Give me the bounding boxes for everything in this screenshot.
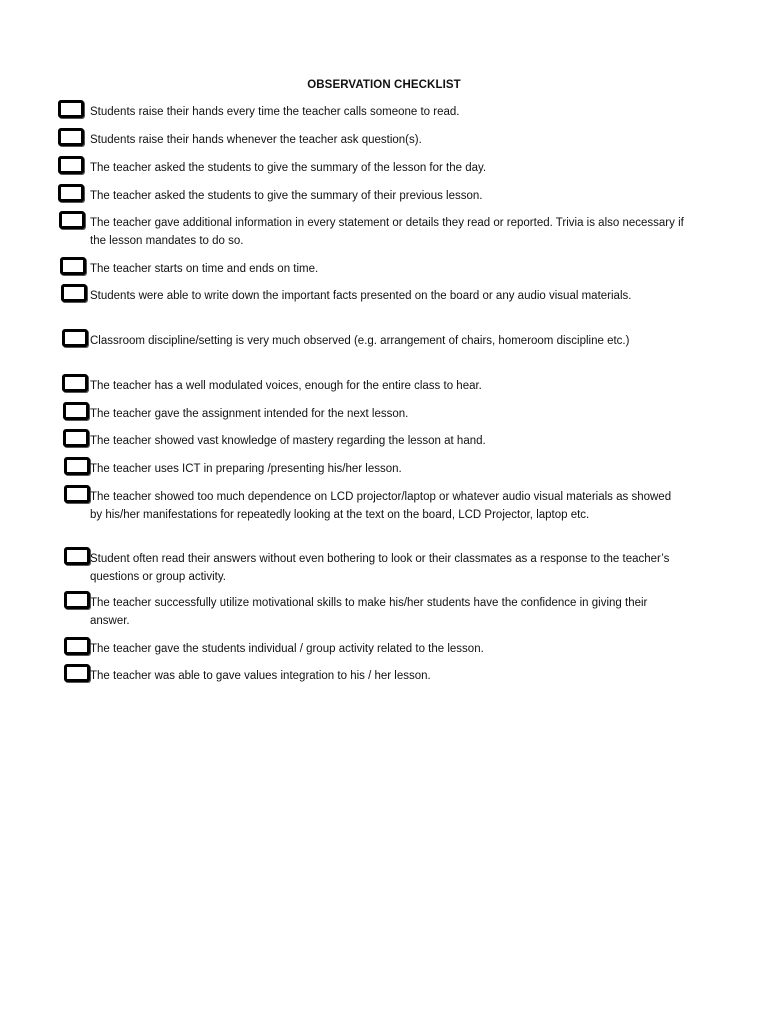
checklist-item-text: Students raise their hands whenever the teacher ask question(s). — [90, 134, 422, 146]
checkbox[interactable] — [64, 547, 90, 565]
checklist-item-text: Student often read their answers without even bothering to look or their classmates as a response to the teacher’s questions or group activity. — [90, 553, 670, 583]
checkbox[interactable] — [64, 457, 90, 475]
checklist-item-text: The teacher asked the students to give the summary of the lesson for the day. — [90, 162, 487, 174]
checklist-item-text: The teacher gave the assignment intended for the next lesson. — [90, 408, 409, 420]
checklist-item-text: The teacher showed vast knowledge of mastery regarding the lesson at hand. — [90, 435, 486, 447]
checkbox[interactable] — [63, 402, 89, 420]
checklist-item-text: The teacher gave the students individual / group activity related to the lesson. — [90, 643, 484, 655]
checklist-item-text: Students raise their hands every time the teacher calls someone to read. — [90, 106, 460, 118]
checklist-item-text: The teacher showed too much dependence on LCD projector/laptop or whatever audio visual materials as showed by his/her manifestations for repeatedly looking at the text on the board, LCD Projector, laptop etc. — [90, 491, 672, 521]
checklist-item-text: Students were able to write down the important facts presented on the board or any audio visual materials. — [90, 290, 632, 302]
checkbox[interactable] — [64, 591, 90, 609]
checkbox[interactable] — [58, 156, 84, 174]
checklist-item-text: The teacher uses ICT in preparing /presenting his/her lesson. — [90, 463, 402, 475]
checkbox[interactable] — [61, 284, 87, 302]
checkbox[interactable] — [58, 184, 84, 202]
checkbox[interactable] — [62, 329, 88, 347]
checklist-item-text: The teacher successfully utilize motivational skills to make his/her students have the confidence in giving their answer. — [90, 597, 648, 627]
checklist-item-text: The teacher was able to gave values integration to his / her lesson. — [90, 670, 431, 682]
checkbox[interactable] — [64, 485, 90, 503]
checkbox[interactable] — [58, 128, 84, 146]
checkbox[interactable] — [60, 257, 86, 275]
checkbox[interactable] — [64, 637, 90, 655]
checklist-item-text: Classroom discipline/setting is very much observed (e.g. arrangement of chairs, homeroom discipline etc.) — [90, 335, 630, 347]
checkbox[interactable] — [64, 664, 90, 682]
checkbox[interactable] — [62, 374, 88, 392]
checklist-item-text: The teacher starts on time and ends on time. — [90, 263, 319, 275]
checkbox[interactable] — [59, 211, 85, 229]
checkbox[interactable] — [63, 429, 89, 447]
page-title: OBSERVATION CHECKLIST — [307, 79, 461, 91]
checklist-item-text: The teacher asked the students to give the summary of their previous lesson. — [90, 190, 483, 202]
checkbox[interactable] — [58, 100, 84, 118]
checklist-item-text: The teacher gave additional information in every statement or details they read or reported. Trivia is also necessary if the lesson mandates to do so. — [90, 217, 684, 247]
checklist-item-text: The teacher has a well modulated voices, enough for the entire class to hear. — [90, 380, 482, 392]
